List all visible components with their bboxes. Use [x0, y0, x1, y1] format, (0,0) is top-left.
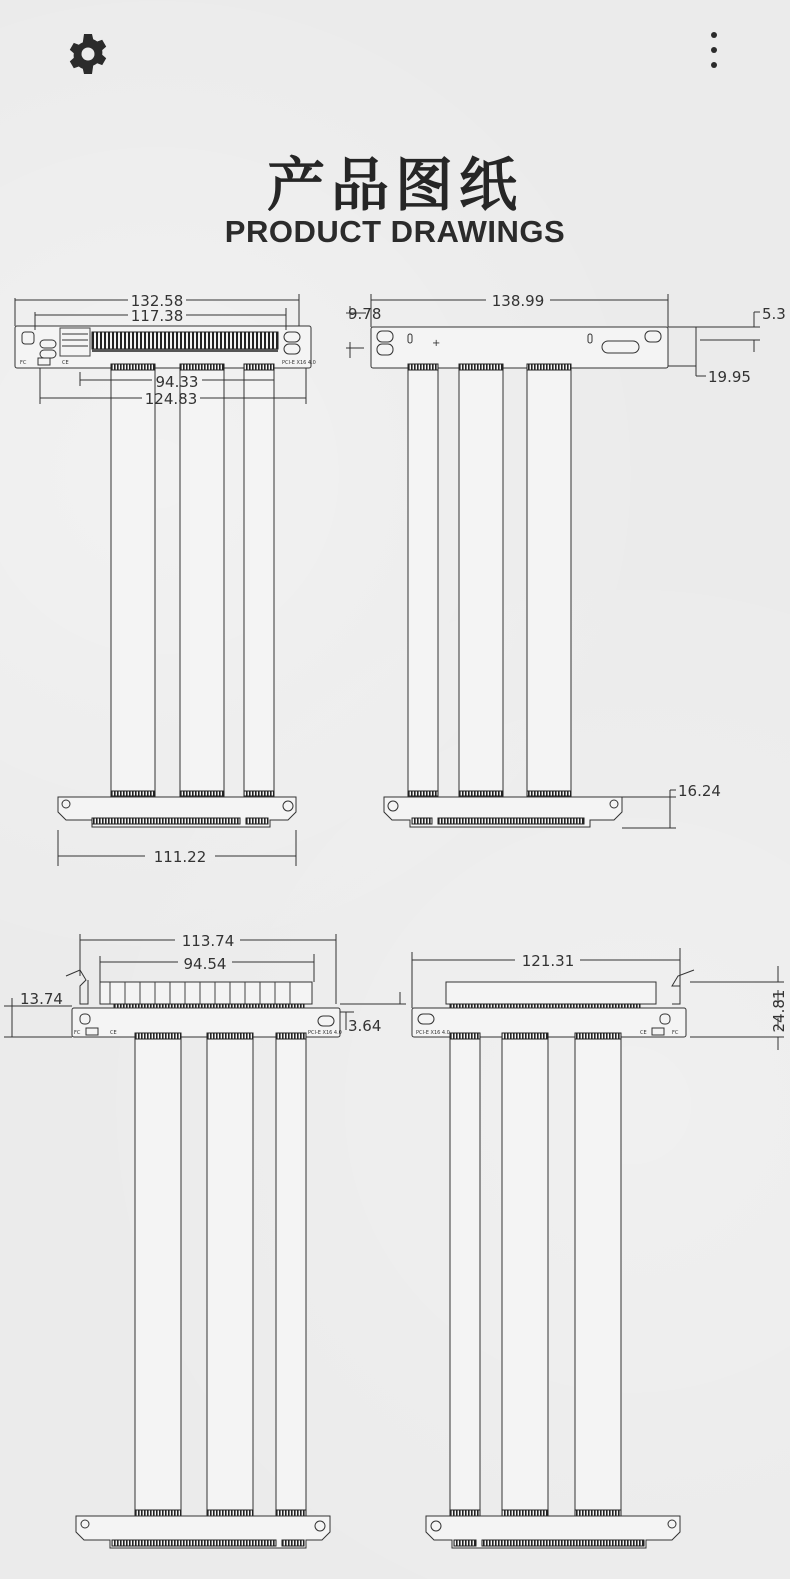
view-2-back — [346, 294, 760, 828]
dim-inner: 94.33 — [155, 373, 199, 391]
dim-overall: 132.58 — [130, 292, 184, 310]
page-title-en: PRODUCT DRAWINGS — [224, 214, 566, 249]
view-3-side-left — [4, 934, 406, 1548]
fc-mark: FC — [74, 1030, 81, 1036]
fc-mark: FC — [20, 360, 27, 366]
dim-outer: 124.83 — [144, 390, 198, 408]
dim-connector: 94.54 — [183, 955, 227, 973]
dim-width: 121.31 — [521, 952, 575, 970]
dim-height: 19.95 — [708, 368, 751, 386]
page-title-cn: 产品图纸 — [266, 151, 523, 219]
ce-mark: CE — [62, 360, 69, 366]
dim-height: 24.81 — [770, 989, 788, 1033]
pcie-label: PCI-E X16 4.0 — [416, 1030, 450, 1036]
ce-mark: CE — [110, 1030, 117, 1036]
dim-bottom: 111.22 — [153, 848, 207, 866]
dim-thickness: 3.64 — [348, 1017, 382, 1035]
fc-mark: FC — [672, 1030, 679, 1036]
dim-connector: 117.38 — [130, 307, 184, 325]
dim-width: 138.99 — [491, 292, 545, 310]
dim-overall: 113.74 — [181, 932, 235, 950]
dim-height: 13.74 — [20, 990, 63, 1008]
pcie-label: PCI-E X16 4.0 — [282, 360, 316, 366]
pcie-label: PCI-E X16 4.0 — [308, 1030, 342, 1036]
dim-thickness: 5.3 — [762, 305, 786, 323]
dim-bottom-height: 16.24 — [678, 782, 721, 800]
ce-mark: CE — [640, 1030, 647, 1036]
svg-text:+: + — [432, 338, 441, 349]
view-4-side-right — [412, 948, 784, 1548]
dim-offset: 9.78 — [348, 305, 382, 323]
